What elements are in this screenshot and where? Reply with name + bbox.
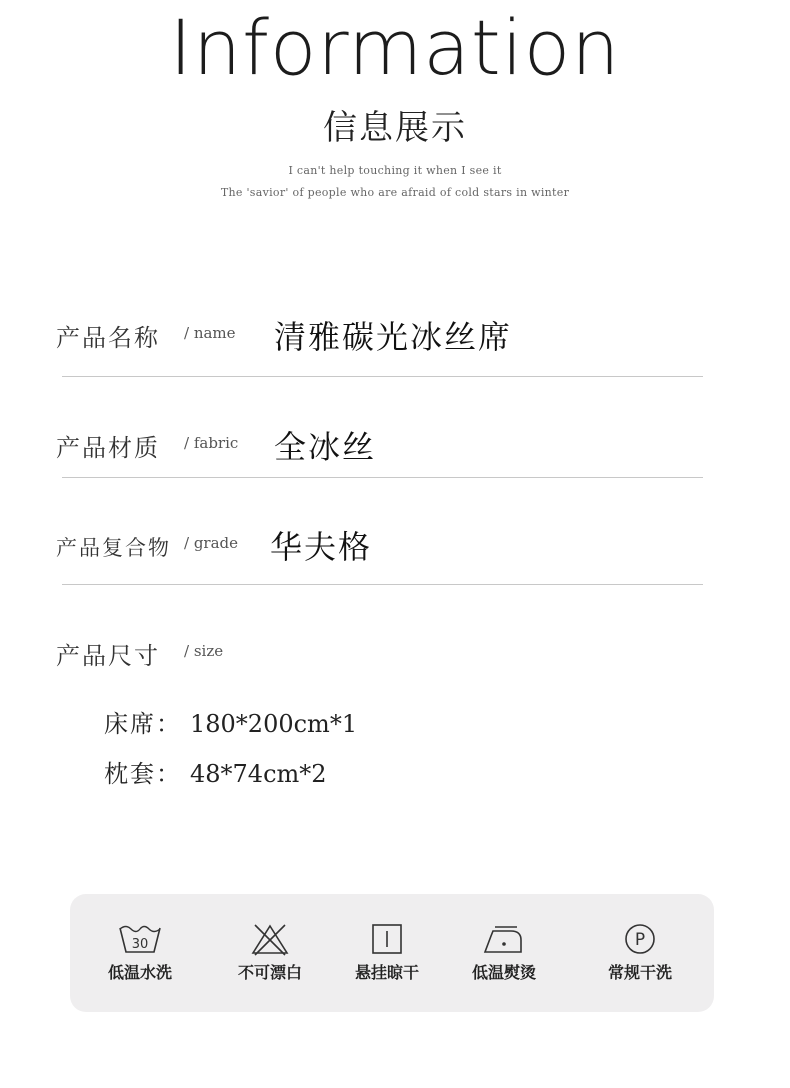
care-instructions-panel	[70, 894, 714, 1012]
care-label: 低温熨烫	[471, 963, 536, 982]
page-title: Information	[169, 3, 621, 92]
tagline-line-2: The 'savior' of people who are afraid of cold stars in winter	[220, 186, 570, 199]
wash-30-icon	[117, 922, 163, 956]
spec-label-cn: 产品材质	[56, 434, 160, 462]
wash-temp-text: 30	[131, 937, 149, 952]
care-item-no-bleach	[215, 922, 325, 983]
no-bleach-icon	[247, 922, 293, 956]
care-label: 低温水洗	[107, 963, 172, 982]
care-item-low-iron	[449, 922, 559, 983]
size-item: 床席：	[104, 710, 182, 738]
divider	[62, 584, 703, 585]
divider	[62, 376, 703, 377]
size-value: 48*74cm*2	[190, 760, 327, 788]
divider	[62, 477, 703, 478]
spec-label-en: / grade	[184, 534, 239, 552]
spec-value: 华夫格	[270, 528, 373, 566]
care-label: 不可漂白	[237, 963, 302, 982]
care-item-line-dry	[332, 922, 442, 983]
size-item: 枕套：	[104, 760, 182, 788]
size-line-mat	[104, 704, 357, 739]
low-iron-icon	[481, 922, 527, 956]
spec-label-en: / fabric	[184, 434, 239, 452]
spec-value: 清雅碳光冰丝席	[274, 318, 513, 356]
size-line-pillowcase	[104, 754, 327, 789]
page-subtitle: 信息展示	[323, 108, 467, 148]
spec-value: 全冰丝	[274, 428, 377, 466]
spec-label-cn: 产品名称	[56, 324, 160, 352]
care-item-wash	[85, 922, 195, 983]
tagline-line-1: I can't help touching it when I see it	[288, 164, 502, 177]
line-dry-icon	[364, 922, 410, 956]
spec-label-cn: 产品复合物	[56, 536, 171, 560]
spec-label-cn: 产品尺寸	[56, 642, 160, 670]
care-label: 常规干洗	[607, 963, 672, 982]
spec-label-en: / name	[184, 324, 236, 342]
dry-clean-letter: P	[634, 930, 646, 950]
care-item-dry-clean	[585, 922, 695, 983]
dry-clean-p-icon	[617, 922, 663, 956]
spec-label-en: / size	[184, 642, 224, 660]
size-value: 180*200cm*1	[190, 710, 358, 738]
care-label: 悬挂晾干	[354, 963, 419, 982]
